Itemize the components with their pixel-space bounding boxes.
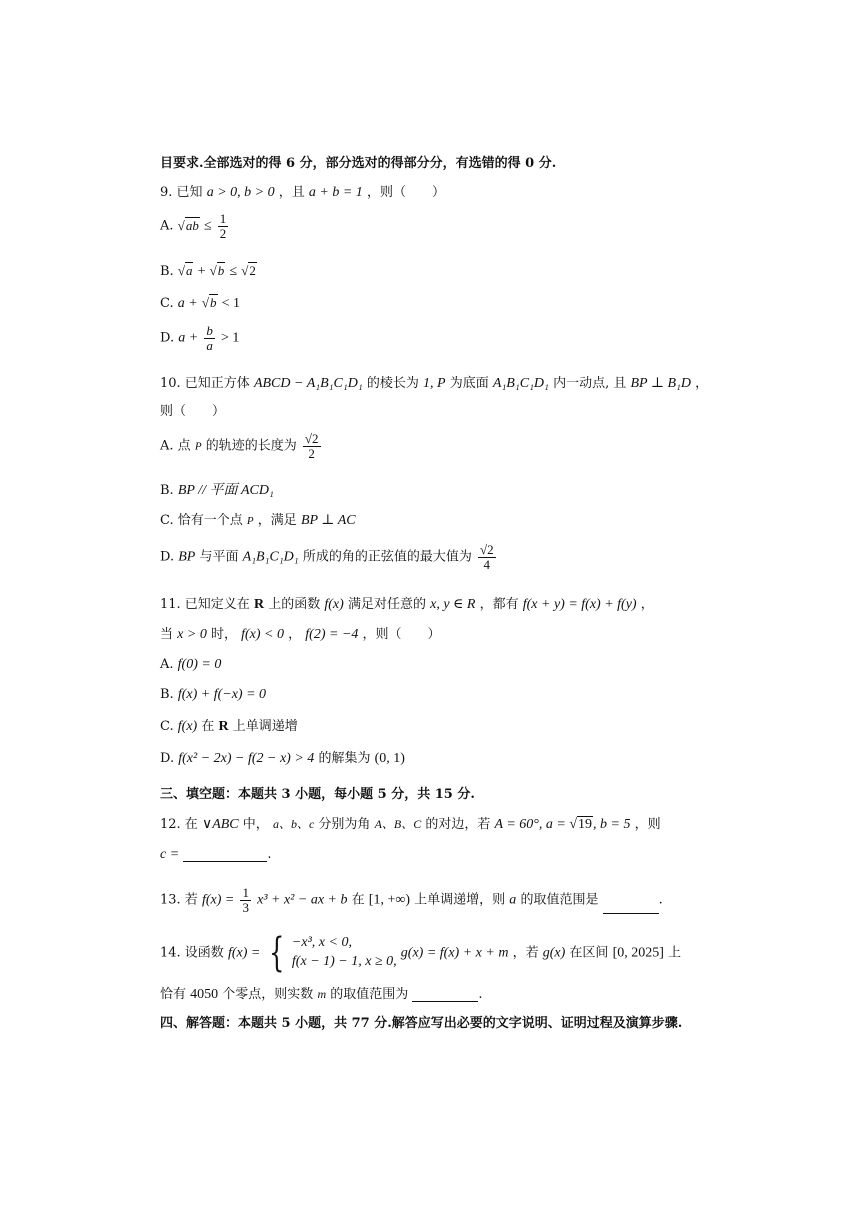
q11-option-c <box>160 720 298 734</box>
q12-mid: 中， <box>242 817 269 832</box>
q9-option-a <box>160 212 230 240</box>
section-4-title: 四、解答题：本题共 5 小题，共 77 分.解答应写出必要的文字说明、证明过程及演算步骤. <box>160 1016 683 1031</box>
q10-d-fraction <box>478 543 496 571</box>
q10-a-label: A. <box>160 438 174 454</box>
q10-c-mid: ，满足 <box>257 513 297 528</box>
q9-condition: a > 0, b > 0 <box>206 185 275 200</box>
q12-answer-blank[interactable] <box>183 849 267 862</box>
q11-f-negative: f(x) < 0 <box>241 627 284 642</box>
q14-mid: ，若 <box>512 945 539 961</box>
q10-a-point: P <box>194 440 202 453</box>
q14-prefix: 14. 设函数 <box>160 945 224 961</box>
q14-mid-2: 在区间 <box>569 945 609 961</box>
q10-d-numerator: √2 <box>479 542 494 557</box>
q13-period: . <box>658 892 663 908</box>
q11-l2-pre: 当 <box>160 627 174 642</box>
q11-b-expr: f(x) + f(−x) = 0 <box>177 687 267 702</box>
q9-d-fraction <box>204 324 215 352</box>
q12-radicand: 19 <box>578 817 593 832</box>
q14-l2-pre: 恰有 <box>160 987 187 1002</box>
q9-option-d <box>160 324 239 352</box>
q11-function: f(x) <box>324 597 344 612</box>
q9-b-plus: + <box>197 264 206 279</box>
q11-c-post: 上单调递增 <box>232 719 298 734</box>
q9-a-fraction <box>218 212 229 240</box>
q13-numerator: 1 <box>242 885 249 900</box>
q14-gx: g(x) <box>542 945 566 961</box>
q11-a-expr: f(0) = 0 <box>177 657 222 672</box>
q10-c-label: C. <box>160 513 174 528</box>
q11-d-expr: f(x² − 2x) − f(2 − x) > 4 <box>178 751 315 766</box>
q14-period: . <box>478 987 483 1002</box>
q10-d-plane: A₁B₁C₁D₁ <box>242 549 299 565</box>
q9-post: ，则（ ） <box>366 185 445 200</box>
q13-a: a <box>509 892 517 908</box>
q13-denominator: 3 <box>242 899 249 915</box>
q9-condition-2: a + b = 1 <box>308 185 363 200</box>
q14-l2-end: 的取值范围为 <box>330 987 409 1002</box>
q13-prefix: 13. 若 <box>160 892 198 908</box>
q10-d-label: D. <box>160 549 175 565</box>
q9-c-left: a + <box>177 296 198 311</box>
q11-mid-2: 满足对任意的 <box>347 597 426 612</box>
q11-d-set: (0, 1) <box>374 751 405 766</box>
q9-a-label: A. <box>160 218 174 234</box>
q9-c-radicand: b <box>210 295 217 310</box>
q11-c-mid: 在 <box>201 719 215 734</box>
q12-mid-3: 的对边，若 <box>425 817 491 832</box>
q11-xy: x, y ∈ R <box>430 597 476 612</box>
q10-option-a <box>160 432 323 460</box>
q12-triangle: ∨ABC <box>201 817 239 832</box>
q9-b-radicand-2: 2 <box>249 263 256 278</box>
q10-d-mid: 与平面 <box>199 549 239 565</box>
q14-interval: [0, 2025] <box>612 945 664 961</box>
q9-c-relation: < 1 <box>221 296 241 311</box>
question-10 <box>160 377 708 391</box>
q10-mid-2: 为底面 <box>449 376 489 391</box>
q10-c-point: P <box>246 515 254 527</box>
q10-option-d <box>160 543 498 571</box>
q10-condition: BP ⊥ B₁D <box>630 376 692 391</box>
q10-b-label: B. <box>160 483 174 498</box>
q10-option-b <box>160 484 274 498</box>
q14-cases <box>292 934 397 972</box>
q9-b-radicand-b: b <box>217 263 225 278</box>
q9-d-label: D. <box>160 330 175 346</box>
q12-end: ，则 <box>634 817 661 832</box>
q13-interval: [1, +∞) <box>368 892 410 908</box>
q13-expression: x³ + x² − ax + b <box>257 892 348 908</box>
question-14 <box>160 930 682 976</box>
q11-end: ， <box>640 597 654 612</box>
q14-end: 上 <box>668 945 682 961</box>
q10-b-expr: BP // 平面 ACD₁ <box>177 483 274 498</box>
q11-mid-3: ，都有 <box>479 597 519 612</box>
q14-function: f(x) = <box>227 945 261 961</box>
q10-a-denominator: 2 <box>308 445 315 461</box>
q13-answer-blank[interactable] <box>603 901 659 914</box>
q10-option-c <box>160 514 356 528</box>
q9-b-sqrt-a: √a <box>177 263 193 278</box>
q11-prefix: 11. 已知定义在 <box>160 597 250 612</box>
q10-a-post: 的轨迹的长度为 <box>205 438 297 454</box>
q9-a-numerator: 1 <box>219 211 227 226</box>
q14-brace: { <box>269 930 285 976</box>
q14-g-definition: g(x) = f(x) + x + m <box>400 945 509 961</box>
q10-d-pre: BP <box>178 549 196 565</box>
q10-cube: ABCD − A₁B₁C₁D₁ <box>253 376 363 391</box>
q10-d-post: 所成的角的正弦值的最大值为 <box>302 549 472 565</box>
q9-d-numerator: b <box>206 323 213 338</box>
q11-x-positive: x > 0 <box>177 627 207 642</box>
q9-prefix: 9. 已知 <box>160 185 203 200</box>
q13-function: f(x) = <box>201 892 235 908</box>
q14-l2-mid: 个零点，则实数 <box>222 987 314 1002</box>
q10-a-numerator: √2 <box>304 431 319 446</box>
q11-reals: R <box>253 597 265 612</box>
q12-sides: a、b、c <box>272 817 315 831</box>
q9-d-left: a + <box>178 330 199 346</box>
q14-case-1: −x³, x < 0, <box>291 935 352 951</box>
q14-line-2 <box>160 988 483 1002</box>
q13-fraction <box>240 886 251 914</box>
q10-c-pre: 恰有一个点 <box>177 513 243 528</box>
q11-d-post: 的解集为 <box>318 751 371 766</box>
q12-angles: A、B、C <box>374 817 422 831</box>
q9-a-denominator: 2 <box>219 225 227 241</box>
q12-condition: A = 60°, a = <box>494 817 570 832</box>
q14-answer-blank[interactable] <box>412 989 478 1002</box>
q10-edge: 1, P <box>423 376 446 391</box>
q11-b-label: B. <box>160 687 174 702</box>
question-9 <box>160 186 445 200</box>
q12-condition-2: , b = 5 <box>593 817 631 832</box>
q9-b-sqrt-b: √b <box>209 263 225 278</box>
q10-end: ， <box>695 376 709 391</box>
q11-d-label: D. <box>160 751 175 766</box>
q11-c-label: C. <box>160 719 174 734</box>
q9-b-relation: ≤ <box>229 264 238 279</box>
q12-mid-2: 分别为角 <box>318 817 371 832</box>
q9-a-relation: ≤ <box>203 218 212 234</box>
q9-d-relation: > 1 <box>220 330 240 346</box>
q13-mid: 在 <box>351 892 365 908</box>
q10-prefix: 10. 已知正方体 <box>160 376 250 391</box>
q9-c-sqrt: √b <box>201 295 217 310</box>
q11-mid: 上的函数 <box>268 597 321 612</box>
q14-piecewise <box>264 930 397 976</box>
q9-a-radicand: ab <box>185 217 199 233</box>
q9-b-label: B. <box>160 264 174 279</box>
q9-b-sqrt-2: √2 <box>241 263 256 278</box>
q11-l2-mid-2: ， <box>288 627 302 642</box>
q10-mid: 的棱长为 <box>366 376 419 391</box>
q14-count: 4050 <box>190 987 219 1002</box>
question-11 <box>160 598 654 612</box>
q10-base: A₁B₁C₁D₁ <box>492 376 549 391</box>
q11-l2-end: ，则（ ） <box>362 627 441 642</box>
q11-c-reals: R <box>218 719 229 734</box>
q11-l2-mid: 时， <box>210 627 237 642</box>
q12-sqrt: √19 <box>569 817 593 832</box>
q13-end: 的取值范围是 <box>520 892 599 908</box>
q12-c-equals: c = <box>160 847 180 862</box>
q11-option-b <box>160 688 266 702</box>
q9-b-radicand-a: a <box>185 263 193 278</box>
q12-prefix: 12. 在 <box>160 817 198 832</box>
q11-line-2 <box>160 628 441 642</box>
q11-option-d <box>160 752 405 766</box>
q11-f-of-2: f(2) = −4 <box>305 627 359 642</box>
q10-a-pre: 点 <box>177 438 191 454</box>
q9-d-denominator: a <box>206 337 213 353</box>
q10-line-2: 则（ ） <box>160 404 226 419</box>
q12-line-2: c = . <box>160 847 272 862</box>
q9-option-b <box>160 264 257 279</box>
q10-a-fraction <box>303 432 321 460</box>
q9-c-label: C. <box>160 296 174 311</box>
q10-c-expr: BP ⊥ AC <box>300 513 356 528</box>
section-instruction: 目要求.全部选对的得 6 分，部分选对的得部分分，有选错的得 0 分. <box>160 156 557 171</box>
q11-option-a <box>160 658 221 672</box>
q9-option-c <box>160 296 240 311</box>
q11-a-label: A. <box>160 657 174 672</box>
section-3-title: 三、填空题：本题共 3 小题，每小题 5 分，共 15 分. <box>160 787 475 802</box>
q9-a-sqrt: √ab <box>177 217 199 233</box>
q14-case-2: f(x − 1) − 1, x ≥ 0, <box>291 954 397 969</box>
q10-d-denominator: 4 <box>483 556 491 572</box>
q11-c-function: f(x) <box>177 719 198 734</box>
q13-post: 上单调递增，则 <box>414 892 506 908</box>
q14-m: m <box>317 987 327 1001</box>
q9-mid: ，且 <box>278 185 305 200</box>
question-12 <box>160 818 661 832</box>
q10-mid-3: 内一动点, 且 <box>553 376 627 391</box>
q11-equation: f(x + y) = f(x) + f(y) <box>522 597 637 612</box>
question-13 <box>160 886 663 914</box>
